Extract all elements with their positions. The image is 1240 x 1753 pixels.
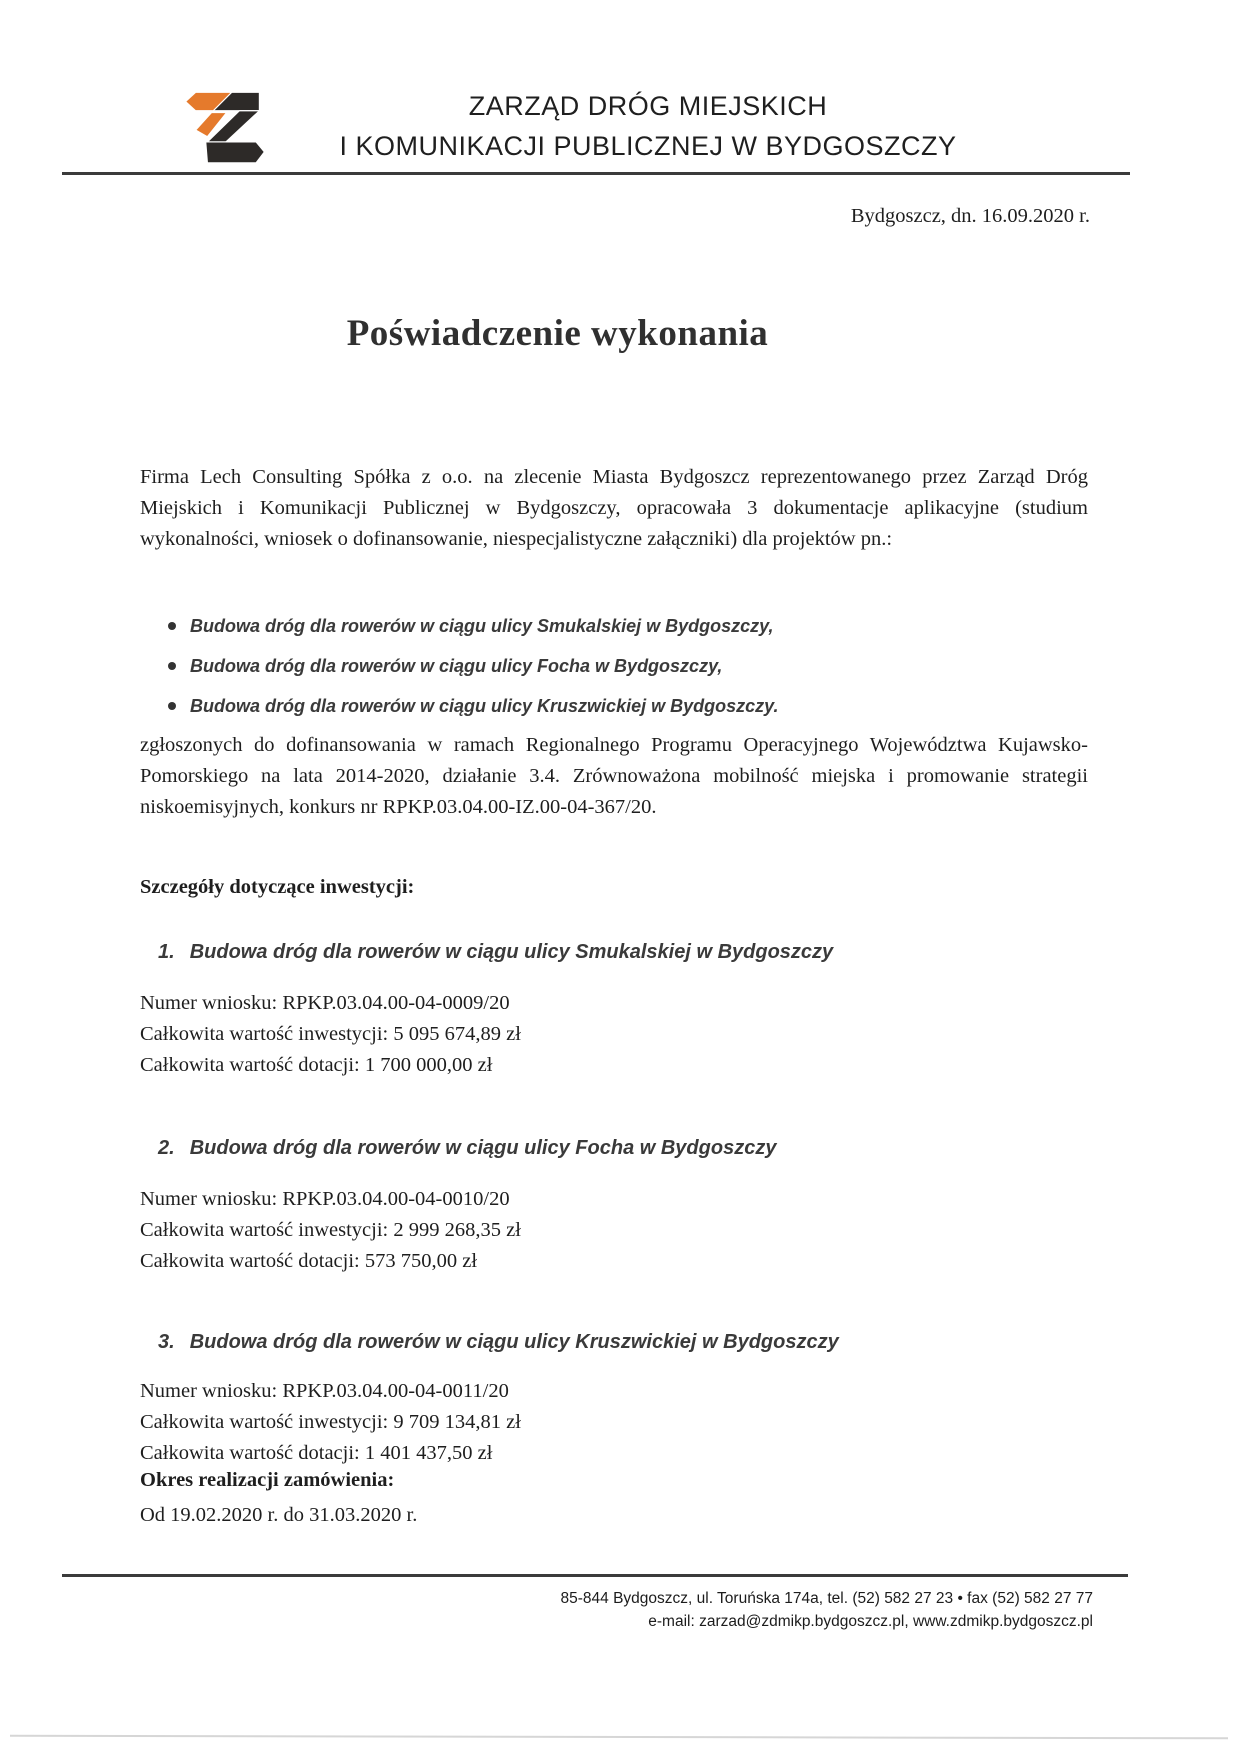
period-value: Od 19.02.2020 r. do 31.03.2020 r. <box>140 1504 418 1526</box>
date-line: Bydgoszcz, dn. 16.09.2020 r. <box>850 205 1090 227</box>
investment-2-details <box>140 1184 1088 1277</box>
investment-3-details <box>140 1376 1088 1469</box>
period-heading: Okres realizacji zamówienia: <box>140 1469 395 1491</box>
list-item <box>168 646 1068 686</box>
bullet-icon <box>168 662 176 670</box>
application-number-line: Numer wniosku: RPKP.03.04.00-04-0009/20 <box>140 992 510 1014</box>
footer-address-line: 85-844 Bydgoszcz, ul. Toruńska 174a, tel. (52) 582 27 23 • fax (52) 582 27 77 <box>560 1590 1093 1607</box>
investment-value-line: Całkowita wartość inwestycji: 9 709 134,81 zł <box>140 1411 521 1433</box>
org-name-line1: ZARZĄD DRÓG MIEJSKICH <box>468 91 828 121</box>
investment-3-heading <box>140 1328 1088 1356</box>
page-bottom-scan-line <box>10 1735 1228 1740</box>
grant-value-line: Całkowita wartość dotacji: 573 750,00 zł <box>140 1250 478 1272</box>
org-name-line2: I KOMUNIKACJI PUBLICZNEJ W BYDGOSZCZY <box>339 131 957 161</box>
intro-paragraph: Firma Lech Consulting Spółka z o.o. na zlecenie Miasta Bydgoszcz reprezentowanego przez Zarząd Dróg Miejskich i Komunikacji Publicznej w Bydgoszczy, opracowała 3 dokumentacje aplikacyjne (studium wykonalności, wniosek o dofinansowanie, niespecjalistyczne załączniki) dla projektów pn.: <box>140 466 1088 550</box>
header-divider <box>62 172 1130 175</box>
project-item-text: Budowa dróg dla rowerów w ciągu ulicy Smukalskiej w Bydgoszczy, <box>190 616 774 636</box>
investment-2-heading <box>140 1134 1088 1162</box>
list-item <box>168 686 1068 726</box>
application-number-line: Numer wniosku: RPKP.03.04.00-04-0010/20 <box>140 1188 510 1210</box>
investment-number: 1. <box>158 941 175 963</box>
investment-name: Budowa dróg dla rowerów w ciągu ulicy Kruszwickiej w Bydgoszczy <box>189 1331 839 1353</box>
submission-paragraph: zgłoszonych do dofinansowania w ramach Regionalnego Programu Operacyjnego Województwa Kujawsko-Pomorskiego na lata 2014-2020, działanie 3.4. Zrównoważona mobilność miejska i promowanie strategii niskoemisyjnych, konkurs nr RPKP.03.04.00-IZ.00-04-367/20. <box>140 734 1088 818</box>
list-item <box>168 606 1068 646</box>
investment-number: 2. <box>158 1137 175 1159</box>
bullet-icon <box>168 702 176 710</box>
footer <box>140 1587 1093 1633</box>
footer-divider <box>62 1574 1128 1577</box>
investment-value-line: Całkowita wartość inwestycji: 2 999 268,35 zł <box>140 1219 521 1241</box>
investment-name: Budowa dróg dla rowerów w ciągu ulicy Smukalskiej w Bydgoszczy <box>189 941 834 963</box>
investment-value-line: Całkowita wartość inwestycji: 5 095 674,89 zł <box>140 1023 521 1045</box>
org-header <box>0 86 1240 166</box>
document-title: Poświadczenie wykonania <box>346 313 769 354</box>
bullet-icon <box>168 622 176 630</box>
footer-contact-line: e-mail: zarzad@zdmikp.bydgoszcz.pl, www.zdmikp.bydgoszcz.pl <box>648 1613 1093 1630</box>
project-list <box>168 606 1068 726</box>
investment-name: Budowa dróg dla rowerów w ciągu ulicy Focha w Bydgoszczy <box>189 1137 777 1159</box>
investment-1-heading <box>140 938 1088 966</box>
project-item-text: Budowa dróg dla rowerów w ciągu ulicy Focha w Bydgoszczy, <box>190 656 723 676</box>
investment-1-details <box>140 988 1088 1081</box>
application-number-line: Numer wniosku: RPKP.03.04.00-04-0011/20 <box>140 1380 509 1402</box>
details-heading: Szczegóły dotyczące inwestycji: <box>140 876 415 898</box>
grant-value-line: Całkowita wartość dotacji: 1 401 437,50 zł <box>140 1442 493 1464</box>
project-item-text: Budowa dróg dla rowerów w ciągu ulicy Kruszwickiej w Bydgoszczy. <box>190 696 779 716</box>
investment-number: 3. <box>158 1331 175 1353</box>
grant-value-line: Całkowita wartość dotacji: 1 700 000,00 zł <box>140 1054 493 1076</box>
